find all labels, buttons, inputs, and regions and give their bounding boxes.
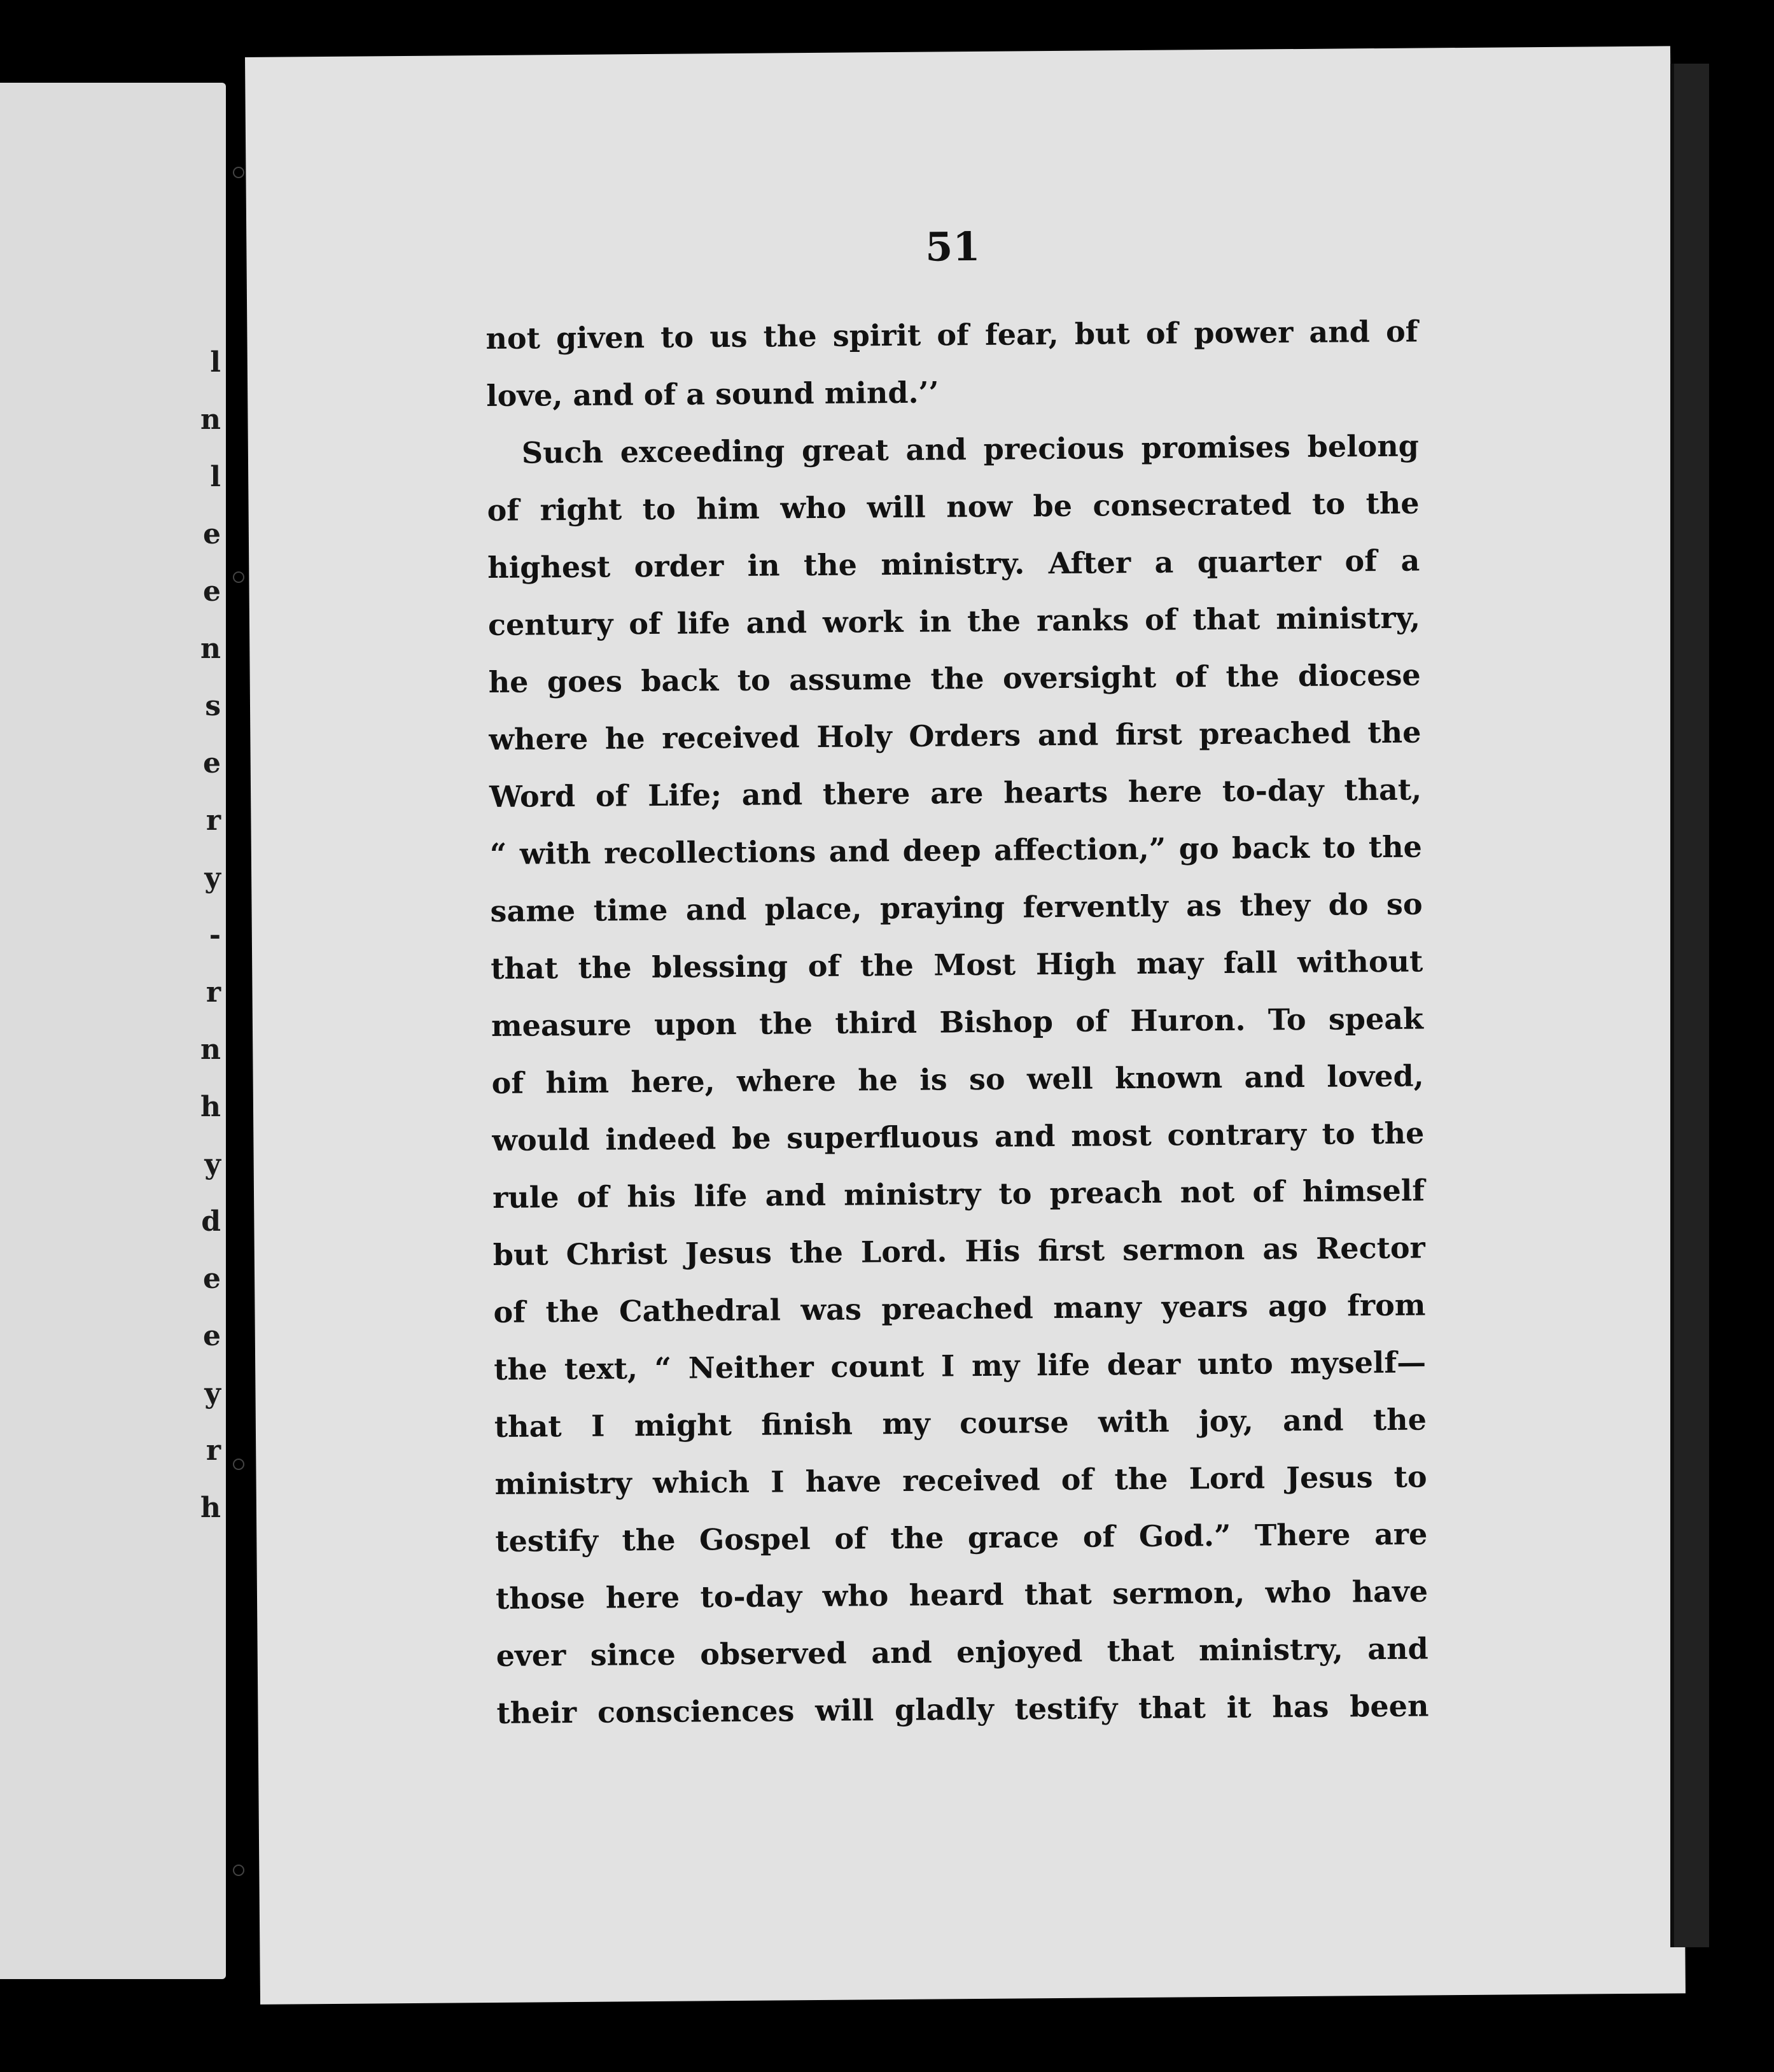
left-line-end: l (210, 346, 221, 379)
text-line: of him here, where he is so well known and loved, (491, 1058, 1424, 1101)
text-line: Such exceeding great and precious promises belong (521, 428, 1420, 470)
page-edge (1670, 64, 1709, 1947)
left-line-end: h (200, 1091, 221, 1123)
left-line-end: n (200, 403, 221, 436)
left-line-end: e (203, 575, 221, 608)
text-line: highest order in the ministry. After a quarter of a (487, 543, 1420, 585)
page-body-text (485, 303, 1429, 1742)
left-line-end: d (201, 1205, 221, 1238)
left-line-end: n (200, 1033, 221, 1066)
left-line-end: n (200, 633, 221, 665)
binding-stitch (233, 167, 244, 178)
text-line: would indeed be superfluous and most contrary to the (492, 1116, 1425, 1158)
left-line-end: r (206, 1434, 221, 1467)
text-line: ministry which I have received of the Lord Jesus to (494, 1459, 1427, 1501)
text-line: where he received Holy Orders and first preached the (489, 715, 1421, 757)
binding-stitch (233, 1459, 244, 1470)
text-line: same time and place, praying fervently as they do so (490, 886, 1423, 929)
text-line: century of life and work in the ranks of that ministry, (487, 600, 1421, 643)
left-line-end: r (206, 976, 221, 1009)
text-line: testify the Gospel of the grace of God.” There are (495, 1516, 1428, 1558)
book-gutter (226, 95, 245, 1979)
left-line-end: e (203, 1263, 221, 1295)
text-line: the text, “ Neither count I my life dear unto myself— (493, 1345, 1427, 1387)
binding-stitch (233, 571, 244, 583)
left-line-end: y (204, 1148, 221, 1180)
left-line-end: h (200, 1492, 221, 1524)
left-page (0, 83, 226, 1979)
text-line: rule of his life and ministry to preach not of himself (492, 1173, 1425, 1215)
text-line: “ with recollections and deep affection,” go back to the (489, 829, 1423, 872)
left-page-line-ends (200, 334, 221, 1537)
right-page (245, 46, 1686, 2004)
text-line: those here to-day who heard that sermon, who have (495, 1574, 1428, 1616)
text-line: of right to him who will now be consecrated to the (487, 486, 1420, 528)
text-line: that the blessing of the Most High may fall without (491, 944, 1423, 986)
text-line: ever since observed and enjoyed that ministry, and (496, 1631, 1428, 1673)
text-line: Word of Life; and there are hearts here to-day that, (489, 772, 1422, 815)
left-line-end: - (209, 919, 221, 951)
left-line-end: s (205, 690, 221, 722)
text-line: measure upon the third Bishop of Huron. To speak (491, 1001, 1424, 1044)
text-line: not given to us the spirit of fear, but of power and of (485, 314, 1418, 356)
left-line-end: y (204, 1377, 221, 1410)
left-line-end: y (204, 862, 221, 894)
text-line: of the Cathedral was preached many years ago from (493, 1287, 1426, 1329)
text-line: love, and of a sound mind.’’ (485, 375, 939, 414)
left-line-end: e (203, 747, 221, 780)
text-line: their consciences will gladly testify that it has been (496, 1688, 1429, 1730)
left-line-end: l (210, 461, 221, 493)
left-line-end: e (203, 1320, 221, 1352)
left-line-end: r (206, 804, 221, 837)
text-line: he goes back to assume the oversight of the diocese (488, 657, 1421, 700)
binding-stitch (233, 1865, 244, 1876)
text-line: but Christ Jesus the Lord. His first sermon as Rector (492, 1230, 1425, 1272)
text-line: that I might finish my course with joy, and the (494, 1402, 1427, 1444)
page-number: 51 (925, 223, 981, 270)
left-line-end: e (203, 518, 221, 550)
